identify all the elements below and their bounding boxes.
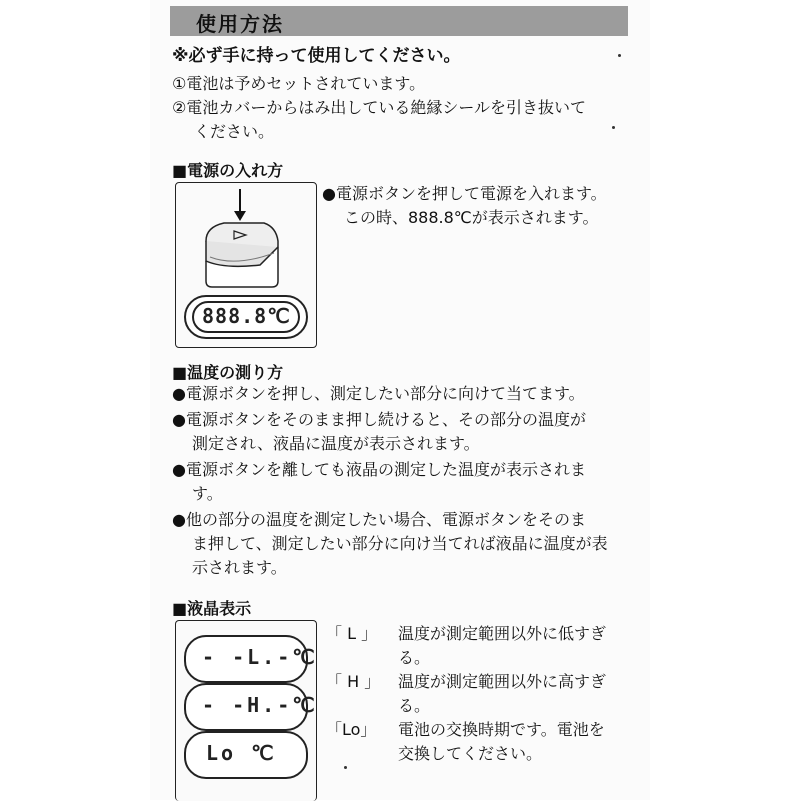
lcd-code-desc: る。 xyxy=(398,648,431,667)
lcd-illustration xyxy=(175,620,317,801)
measure-line: ●電源ボタンをそのまま押し続けると、その部分の温度が xyxy=(172,410,586,429)
measure-line: ●他の部分の温度を測定したい場合、電源ボタンをそのま xyxy=(172,510,586,529)
page-title: 使用方法 xyxy=(196,12,284,36)
lcd-code: 「Lo」 xyxy=(326,720,377,739)
step-2-text: ②電池カバーからはみ出している絶縁シールを引き抜いて xyxy=(172,98,587,117)
power-illustration xyxy=(175,182,317,348)
lcd-code-desc: 温度が測定範囲以外に高すぎ xyxy=(398,672,607,691)
lcd-code-desc: 電池の交換時期です。電池を xyxy=(398,720,605,739)
lcd-display-battery-value: Lo ℃ xyxy=(206,741,277,765)
lcd-heading: ■液晶表示 xyxy=(172,599,252,618)
lcd-display-low-value: - -L.-℃ xyxy=(202,645,318,669)
lcd-code: 「 H 」 xyxy=(326,672,381,691)
measure-line: す。 xyxy=(192,484,223,503)
step-1-text: ①電池は予めセットされています。 xyxy=(172,74,426,93)
lcd-code: 「 L 」 xyxy=(326,624,378,643)
power-lcd-value: 888.8℃ xyxy=(202,304,291,328)
power-display-note: この時、888.8℃が表示されます。 xyxy=(344,208,599,227)
measure-line: ●電源ボタンを押し、測定したい部分に向けて当てます。 xyxy=(172,384,585,403)
measure-line: ●電源ボタンを離しても液晶の測定した温度が表示されま xyxy=(172,460,586,479)
lcd-code-desc: る。 xyxy=(398,696,431,715)
lcd-code-desc: 交換してください。 xyxy=(398,744,543,763)
measure-line: 測定され、液晶に温度が表示されます。 xyxy=(192,434,480,453)
power-heading: ■電源の入れ方 xyxy=(172,161,284,180)
measure-heading: ■温度の測り方 xyxy=(172,363,284,382)
lcd-display-high-value: - -H.-℃ xyxy=(202,693,318,717)
step-2-continued: ください。 xyxy=(194,122,275,141)
power-instruction: ●電源ボタンを押して電源を入れます。 xyxy=(322,184,607,203)
warning-text: ※必ず手に持って使用してください。 xyxy=(172,46,461,66)
scan-speck xyxy=(344,766,347,769)
measure-line: 示されます。 xyxy=(192,558,287,577)
lcd-code-desc: 温度が測定範囲以外に低すぎ xyxy=(398,624,607,643)
scan-speck xyxy=(618,54,621,57)
measure-line: ま押して、測定したい部分に向け当てれば液晶に温度が表 xyxy=(192,534,608,553)
scan-speck xyxy=(612,126,615,129)
